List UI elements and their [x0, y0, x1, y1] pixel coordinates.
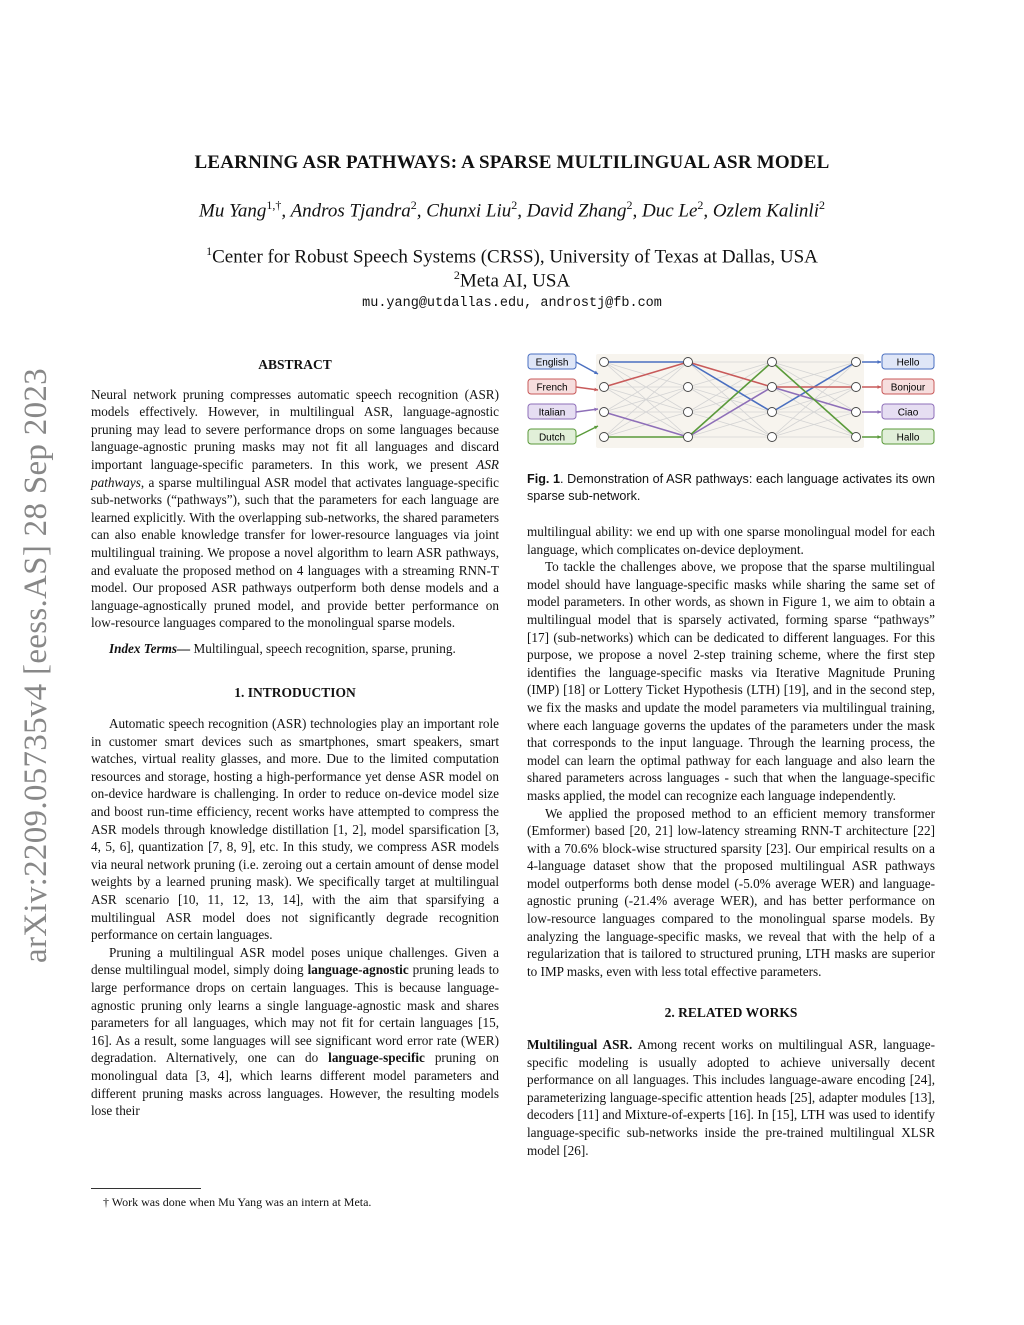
- output-boxes: [882, 354, 934, 444]
- arrow-head: [877, 360, 881, 364]
- arrow-line: [576, 362, 598, 374]
- output-label: Hallo: [896, 432, 920, 444]
- body-paragraph: To tackle the challenges above, we propose that the sparse multilingual model should have language-specific masks while sharing the same set of model parameters. In other words, as shown in Figure 1, we aim to obtain a multilingual model that is sparsely activated, forming sparse “pathways” [17] (sub-networks) which can be dedicated to different languages. For this purpose, we propose a novel 2-step training scheme, where the first step identifies the language-specific masks via Iterative Magnitude Pruning (IMP) [18] or Lottery Ticket Hypothesis (LTH) [19], and in the second step, we fix the masks and update the model parameters via multilingual training, where each language governs the updates of the parameters under the mask that corresponds to the input language. Through the learning process, the model can learn the optimal pathway for each language and also learn the shared parameters across languages - such that when the language-specific masks applied, the model can recognize each language independently.: [527, 559, 935, 803]
- network-node: [768, 383, 777, 392]
- author-sup: 2: [410, 198, 417, 212]
- related-heading: 2. RELATED WORKS: [664, 1005, 798, 1021]
- network-node: [852, 433, 861, 442]
- output-label: Hello: [896, 357, 920, 369]
- footnote: † Work was done when Mu Yang was an intern at Meta.: [103, 1195, 372, 1209]
- abstract-text: Neural network pruning compresses automatic speech recognition (ASR) models effectively. However, in multilingual ASR, language-agnostic pruning may lead to severe performance drops on some languages because language-agnostic pruning masks may not fit all languages and discard important language-specific parameters. In this work, we present ASR pathways, a sparse multilingual ASR model that activates language-specific sub-networks (“pathways”), such that the parameters for each language are learned explicitly. With the overlapping sub-networks, the shared parameters can also enable knowledge transfer for lower-resource languages via joint multilingual training. We propose a novel algorithm to learn ASR pathways, and evaluate the proposed method on 4 languages with a streaming RNN-T model. Our proposed ASR pathways outperform both dense models and a language-agnostically pruned model, and provide better performance on low-resource languages compared to the monolingual sparse models.: [91, 386, 499, 631]
- author-sup: 2: [697, 198, 704, 212]
- author-sup: 2: [626, 198, 633, 212]
- author-list: Mu Yang$^{1,\dagger}$, Andros Tjandra$^2$, Chunxi Liu$^2$, David Zhang$^2$, Duc Le$^2$, Ozlem Kalinli$^2$: [199, 198, 825, 222]
- index-terms: Index Terms— Multilingual, speech recognition, sparse, pruning.: [109, 640, 456, 656]
- author-sup: 2: [819, 198, 825, 212]
- figure-caption: Fig. 1. Demonstration of ASR pathways: each language activates its own sparse sub-network.: [527, 472, 935, 503]
- network-background: [596, 354, 864, 448]
- intro-heading: 1. INTRODUCTION: [234, 684, 356, 700]
- network-edges: [596, 354, 864, 448]
- body-paragraph: multilingual ability: we end up with one sparse monolingual model for each language, which complicates on-device deployment.: [527, 524, 935, 557]
- emails: mu.yang@utdallas.edu, androstj@fb.com: [362, 296, 662, 311]
- input-label: French: [536, 382, 568, 394]
- author-sup: 2: [511, 198, 518, 212]
- network-node: [600, 358, 609, 367]
- left-column: [91, 356, 499, 1120]
- input-label: Italian: [538, 407, 566, 419]
- author-name: David Zhang: [526, 200, 627, 222]
- author-name: Duc Le: [642, 200, 698, 222]
- network-node: [852, 383, 861, 392]
- network-node: [684, 433, 693, 442]
- author-name: Chunxi Liu: [426, 200, 512, 222]
- abstract-heading: ABSTRACT: [258, 357, 332, 372]
- body-paragraph: We applied the proposed method to an efficient memory transformer (Emformer) based [20, 21] low-latency streaming RNN-T architecture [22] with a 70.6% block-wise structured sparsity [23]. Our empirical results on a 4-language dataset show that the proposed multilingual ASR pathways model outperforms both dense model (-5.0% average WER) and language-agnostic pruning (-21.4% average WER), and has better performance on low-resource languages compared to the monolingual sparse models. By analyzing the language-specific masks, we reveal that with the help of a regularization that is tailored to structured pruning, LTH masks are superior to IMP masks, even with less total effective parameters.: [527, 805, 935, 979]
- network-node: [852, 358, 861, 367]
- arrow-line: [576, 426, 598, 437]
- footnote-rule: [91, 1188, 201, 1189]
- arrow-head: [877, 435, 881, 439]
- asr-pathways-figure: [526, 352, 936, 452]
- author-sup: 1,†: [266, 198, 282, 212]
- author-name: Ozlem Kalinli: [712, 200, 819, 222]
- network-node: [768, 358, 777, 367]
- output-label: Bonjour: [890, 382, 926, 394]
- input-label: English: [535, 357, 569, 369]
- network-node: [600, 383, 609, 392]
- right-column: [527, 523, 935, 1159]
- paper-title: LEARNING ASR PATHWAYS: A SPARSE MULTILINGUAL ASR MODEL: [194, 152, 830, 173]
- input-label: Dutch: [538, 432, 566, 444]
- related-paragraph: Multilingual ASR. Among recent works on multilingual ASR, language-specific modeling is usually adopted to achieve universally decent performance on all languages. This includes language-aware encoding [24], parameterizing language-specific attention heads [25], adapter modules [13], decoders [11] and Mixture-of-experts [16]. In [15], LTH was used to identify language-specific sub-networks inside the pre-trained multilingual XLSR model [26].: [527, 1037, 935, 1158]
- arrow-head: [877, 410, 881, 414]
- author-name: Andros Tjandra: [290, 200, 411, 222]
- network-node: [684, 408, 693, 417]
- intro-paragraph: Automatic speech recognition (ASR) technologies play an important role in customer smart devices such as smartphones, smart speakers, smart watches, virtual reality glasses, and more. Due to the limited computation resources and storage, hosting a high-performance yet dense ASR model on on-device hardware is challenging. In order to reduce on-device model size and boost run-time efficiency, recent works have attempted to compress the ASR models through knowledge distillation [1, 2], model sparsification [3, 4, 5, 6], quantization [7, 8, 9], etc. In this study, we compress ASR models via neural network pruning (i.e. zeroing out a certain amount of dense model weights by a learned pruning mask). We specifically target at multilingual ASR scenario [10, 11, 12, 13, 14], with the aim that sparsifying a multilingual ASR model does not significantly degrade recognition performance on certain languages.: [91, 716, 499, 943]
- network-node: [684, 383, 693, 392]
- input-boxes: [528, 354, 576, 444]
- network-node: [600, 408, 609, 417]
- arrow-head: [877, 385, 881, 389]
- network-node: [768, 433, 777, 442]
- network-node: [768, 408, 777, 417]
- network-node: [852, 408, 861, 417]
- arxiv-watermark: arXiv:2209.05735v4 [eess.AS] 28 Sep 2023: [17, 367, 54, 963]
- author-name: Mu Yang: [199, 200, 267, 222]
- affiliation-2: $^2$Meta AI, USA: [453, 268, 571, 292]
- network-node: [684, 358, 693, 367]
- intro-paragraph: Pruning a multilingual ASR model poses unique challenges. Given a dense multilingual model, simply doing language-agnostic pruning leads to large performance drops on certain languages. This is because language-agnostic pruning only learns a single language-agnostic mask and shares parameters for all languages, which may not fit for certain languages [15, 16]. As a result, some languages will see significant word error rate (WER) degradation. Alternatively, one can do language-specific pruning on monolingual data [3, 4], which learns different model parameters and different pruning masks across languages. However, the resulting models lose their: [91, 944, 499, 1119]
- network-node: [600, 433, 609, 442]
- output-label: Ciao: [897, 407, 919, 419]
- affiliation-1: $^1$Center for Robust Speech Systems (CRSS), University of Texas at Dallas, USA: [206, 244, 818, 268]
